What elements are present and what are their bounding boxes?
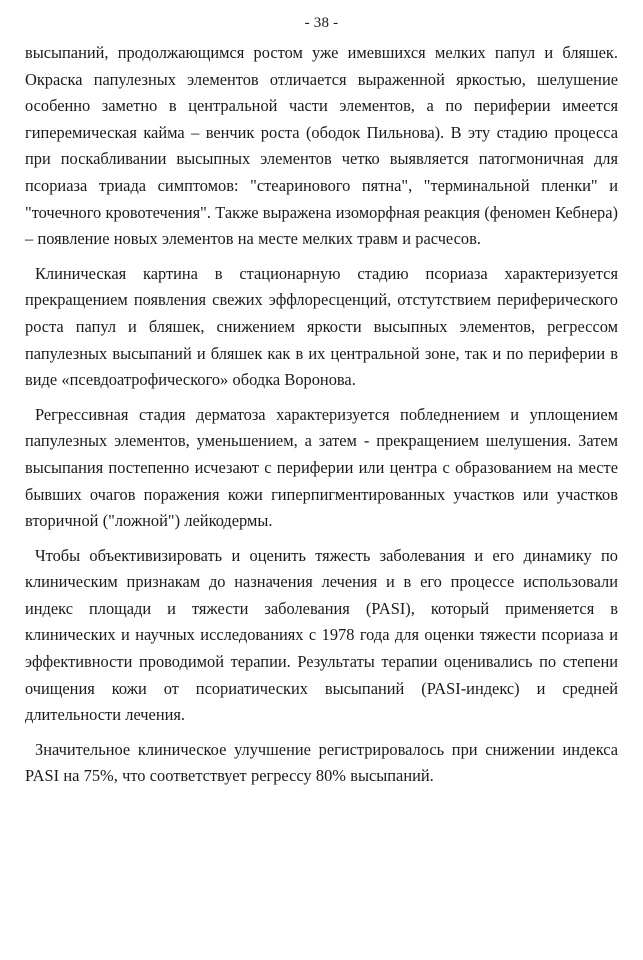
paragraph-continuation: высыпаний, продолжающимся ростом уже имевшихся мелких папул и бляшек. Окраска папулезных элементов отличается выраженной яркостью, шелушение особенно заметно в центральной части элементов, а по периферии имеется гиперемическая кайма – венчик роста (ободок Пильнова). В эту стадию процесса при поскабливании высыпных элементов четко выявляется патогмоничная для псориаза триада симптомов: "стеаринового пятна", "терминальной пленки" и "точечного кровотечения". Также выражена изоморфная реакция (феномен Кебнера) – появление новых элементов на месте мелких травм и расчесов. <box>25 43 618 249</box>
paragraph-stationary-stage: Клиническая картина в стационарную стадию псориаза характеризуется прекращением появления свежих эффлоресценций, отстутствием периферического роста папул и бляшек, снижением яркости высыпных элементов, регрессом папулезных высыпаний и бляшек как в их центральной зоне, так и по периферии в виде «псевдоатрофического» ободка Воронова. <box>25 263 618 390</box>
paragraph-pasi-index: Чтобы объективизировать и оценить тяжесть заболевания и его динамику по клиническим признакам до назначения лечения и в его процессе использовали индекс площади и тяжести заболевания (PASI), который применяется в клинических и научных исследованиях с 1978 года для оценки тяжести псориаза и эффективности проводимой терапии. Результаты терапии оценивались по степени очищения кожи от псориатических высыпаний (PASI-индекс) и средней длительности лечения. <box>25 545 618 725</box>
paragraph-regressive-stage: Регрессивная стадия дерматоза характеризуется побледнением и уплощением папулезных элементов, уменьшением, а затем - прекращением шелушения. Затем высыпания постепенно исчезают с периферии или центра с образованием на месте бывших очагов поражения кожи гиперпигментированных участков или участков вторичной ("ложной") лейкодермы. <box>25 404 618 531</box>
paragraph-clinical-improvement: Значительное клиническое улучшение регистрировалось при снижении индекса PASI на 75%, что соответствует регрессу 80% высыпаний. <box>25 739 618 786</box>
page-number: - 38 - <box>304 15 339 31</box>
body-text <box>25 40 618 790</box>
